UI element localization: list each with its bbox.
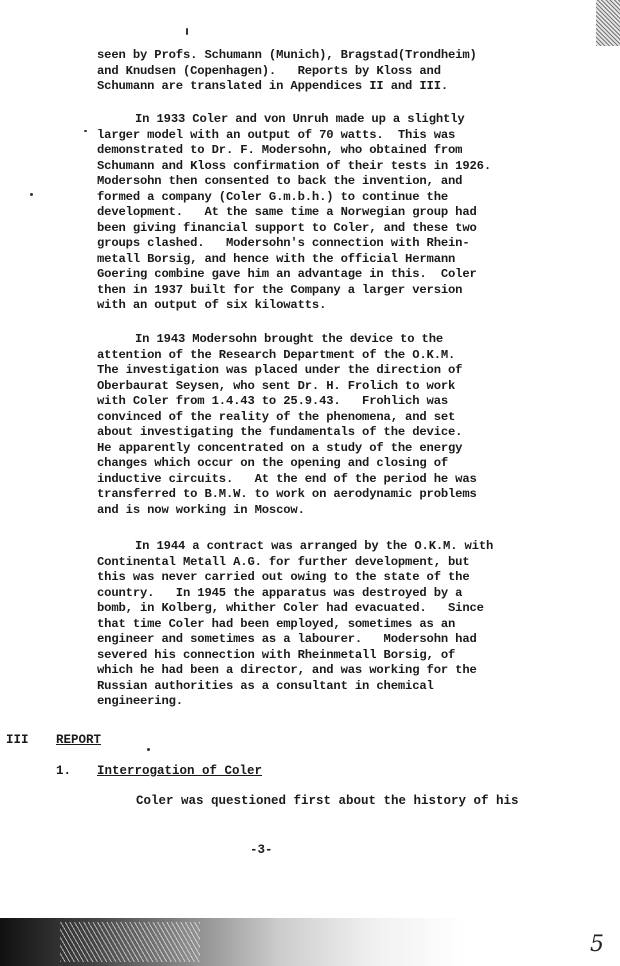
text-line: larger model with an output of 70 watts. This was (97, 127, 456, 142)
page-number: -3- (250, 843, 273, 857)
text-line: Schumann are translated in Appendices II and III. (97, 79, 449, 93)
text-line: The investigation was placed under the direction of (97, 363, 463, 377)
text-line: Oberbaurat Seysen, who sent Dr. H. Frolich to work (97, 378, 456, 393)
text-line: Modersohn then consented to back the invention, and (97, 174, 463, 188)
text-line: this was never carried out owing to the state of the (97, 570, 470, 584)
paragraph-3 (97, 332, 547, 518)
handwritten-page-mark: 5 (590, 932, 604, 957)
text-line: convinced of the reality of the phenomena, and set (97, 409, 456, 424)
text-line: In 1943 Modersohn brought the device to the (135, 332, 444, 346)
scan-speck (84, 130, 87, 132)
scan-noise (60, 922, 200, 962)
text-line: about investigating the fundamentals of the device. (97, 425, 463, 439)
text-line: engineer and sometimes as a labourer. Modersohn had (97, 632, 477, 646)
paragraph-1 (97, 48, 547, 95)
text-line: He apparently concentrated on a study of the energy (97, 440, 463, 455)
text-line: that time Coler had been employed, sometimes as an (97, 616, 456, 631)
text-line: attention of the Research Department of the O.K.M. (97, 347, 456, 362)
scan-artifact-top (596, 0, 620, 46)
text-line: demonstrated to Dr. F. Modersohn, who obtained from (97, 143, 463, 157)
text-line: Schumann and Kloss confirmation of their tests in 1926. (97, 158, 492, 173)
text-line: been giving financial support to Coler, and these two (97, 220, 477, 235)
text-line: development. At the same time a Norwegian group had (97, 205, 477, 219)
text-line: In 1944 a contract was arranged by the O.K.M. with (135, 539, 494, 553)
text-line: changes which occur on the opening and closing of (97, 456, 449, 470)
scan-speck (147, 748, 150, 751)
text-line: and is now working in Moscow. (97, 502, 305, 517)
text-line: with an output of six kilowatts. (97, 298, 327, 312)
text-line: with Coler from 1.4.43 to 25.9.43. Frohlich was (97, 394, 449, 408)
text-line: bomb, in Kolberg, whither Coler had evacuated. Since (97, 601, 484, 615)
text-line: In 1933 Coler and von Unruh made up a slightly (135, 112, 465, 126)
text-line: country. In 1945 the apparatus was destroyed by a (97, 585, 463, 600)
text-line: formed a company (Coler G.m.b.h.) to continue the (97, 189, 449, 204)
scan-speck (30, 193, 33, 196)
subsection-number: 1. (56, 764, 72, 778)
text-line: engineering. (97, 694, 183, 708)
text-line: Continental Metall A.G. for further development, but (97, 554, 470, 569)
section-title: REPORT (56, 733, 102, 747)
text-line: inductive circuits. At the end of the period he was (97, 471, 477, 486)
text-line: transferred to B.M.W. to work on aerodynamic problems (97, 487, 477, 501)
paragraph-2 (97, 112, 547, 314)
text-line: seen by Profs. Schumann (Munich), Bragstad(Trondheim) (97, 48, 477, 62)
text-line: metall Borsig, and hence with the official Hermann (97, 251, 456, 266)
text-line: groups clashed. Modersohn's connection with Rhein- (97, 236, 470, 250)
final-line: Coler was questioned first about the history of his (136, 794, 519, 808)
text-line: then in 1937 built for the Company a larger version (97, 282, 463, 297)
text-line: Russian authorities as a consultant in chemical (97, 678, 434, 693)
paragraph-4 (97, 539, 547, 710)
text-line: Goering combine gave him an advantage in this. Coler (97, 267, 477, 281)
text-line: severed his connection with Rheinmetall Borsig, of (97, 647, 456, 662)
scan-speck (186, 28, 188, 35)
text-line: and Knudsen (Copenhagen). Reports by Kloss and (97, 63, 441, 78)
section-number: III (6, 733, 29, 747)
subsection-title: Interrogation of Coler (97, 764, 263, 778)
text-line: which he had been a director, and was working for the (97, 663, 477, 677)
